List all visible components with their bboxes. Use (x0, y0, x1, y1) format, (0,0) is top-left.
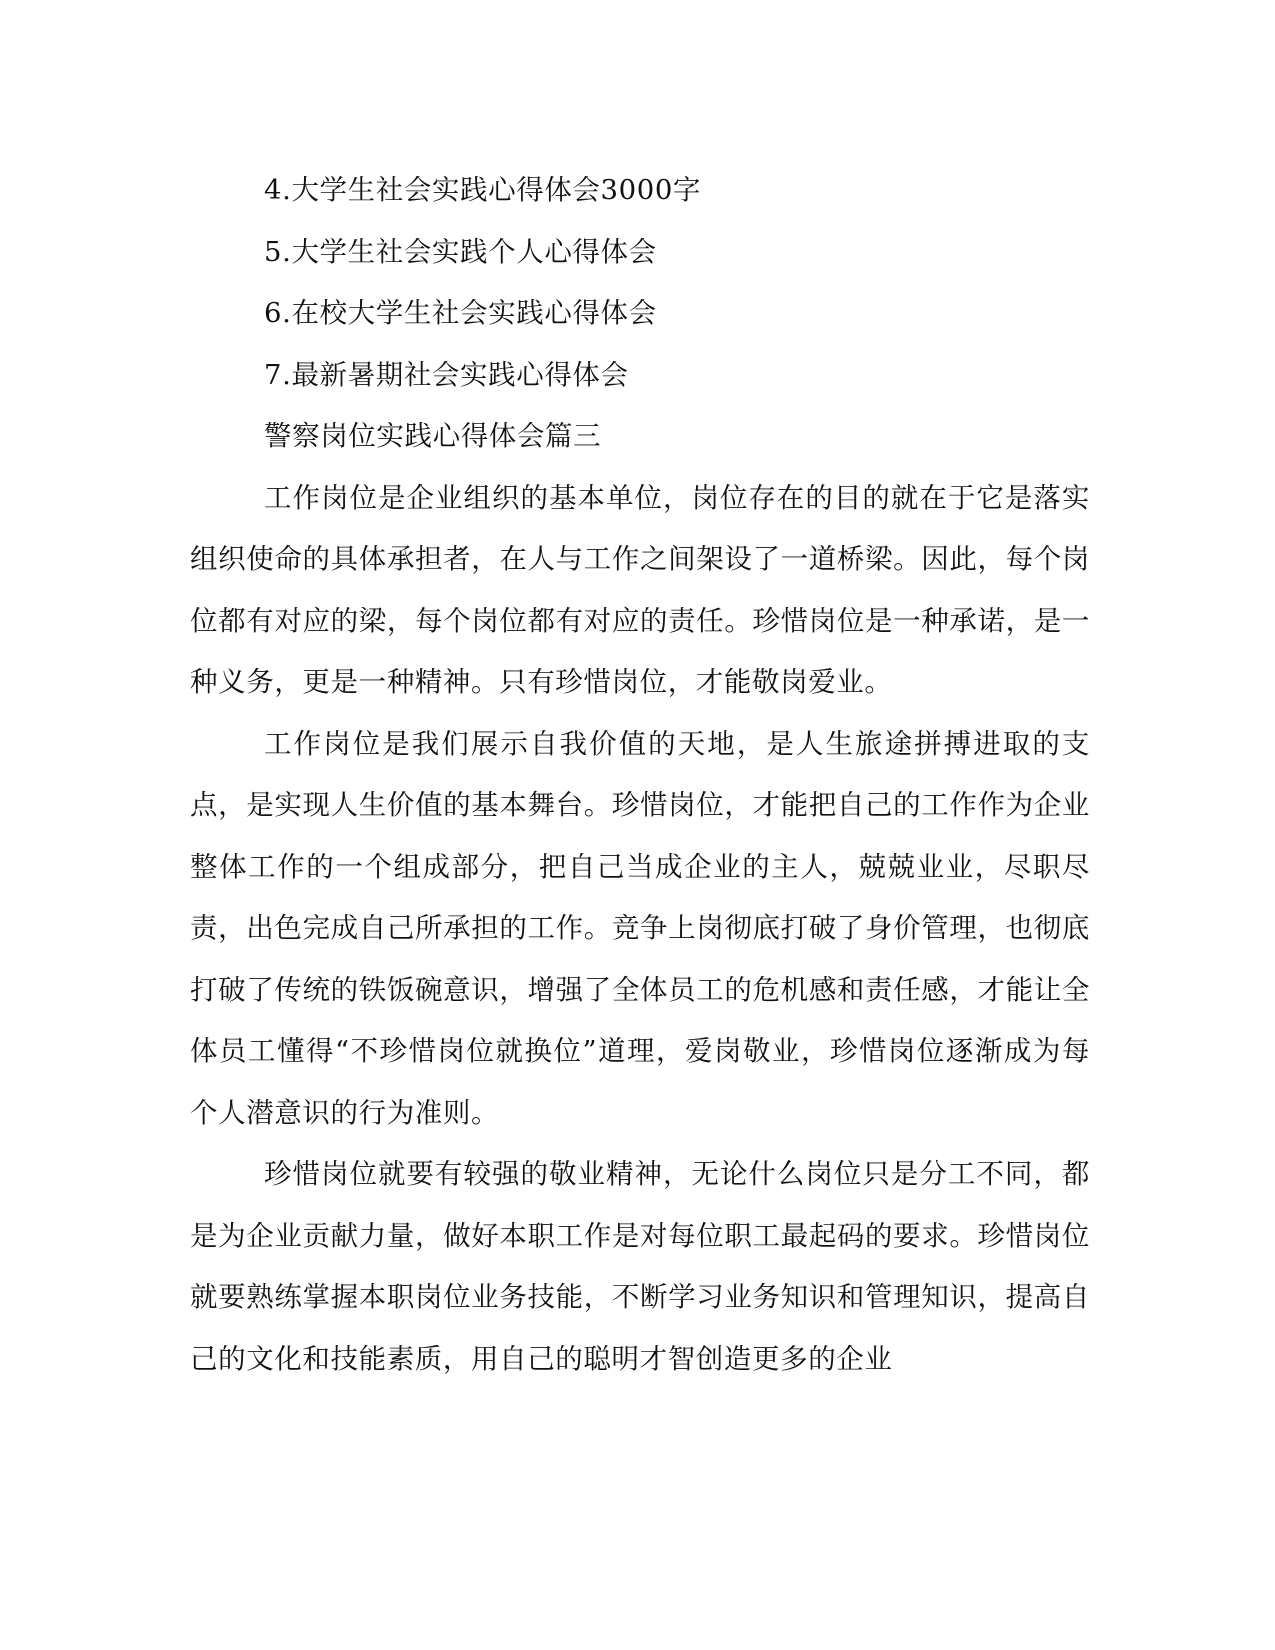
related-article-link-6[interactable]: 6.在校大学生社会实践心得体会 (264, 297, 657, 329)
body-paragraph-2: 工作岗位是我们展示自我价值的天地，是人生旅途拼搏进取的支点，是实现人生价值的基本舞台。珍惜岗位，才能把自己的工作作为企业整体工作的一个组成部分，把自己当成企业的主人，兢兢业业，尽职尽责，出色完成自己所承担的工作。竞争上岗彻底打破了身价管理，也彻底打破了传统的铁饭碗意识，增强了全体员工的危机感和责任感，才能让全体员工懂得“不珍惜岗位就换位”道理，爱岗敬业，珍惜岗位逐渐成为每个人潜意识的行为准则。 (190, 727, 1090, 1129)
section-title: 警察岗位实践心得体会篇三 (264, 420, 602, 452)
related-article-link-7[interactable]: 7.最新暑期社会实践心得体会 (264, 358, 629, 391)
document-content (190, 160, 1090, 1390)
body-paragraph-3: 珍惜岗位就要有较强的敬业精神，无论什么岗位只是分工不同，都是为企业贡献力量，做好本职工作是对每位职工最起码的要求。珍惜岗位就要熟练掌握本职岗位业务技能，不断学习业务知识和管理知识，提高自己的文化和技能素质，用自己的聪明才智创造更多的企业 (190, 1158, 1090, 1375)
body-paragraph-1: 工作岗位是企业组织的基本单位，岗位存在的目的就在于它是落实组织使命的具体承担者，在人与工作之间架设了一道桥梁。因此，每个岗位都有对应的梁，每个岗位都有对应的责任。珍惜岗位是一种承诺，是一种义务，更是一种精神。只有珍惜岗位，才能敬岗爱业。 (190, 481, 1090, 698)
related-article-link-4[interactable]: 4.大学生社会实践心得体会3000字 (264, 174, 702, 206)
related-article-link-5[interactable]: 5.大学生社会实践个人心得体会 (264, 235, 657, 268)
